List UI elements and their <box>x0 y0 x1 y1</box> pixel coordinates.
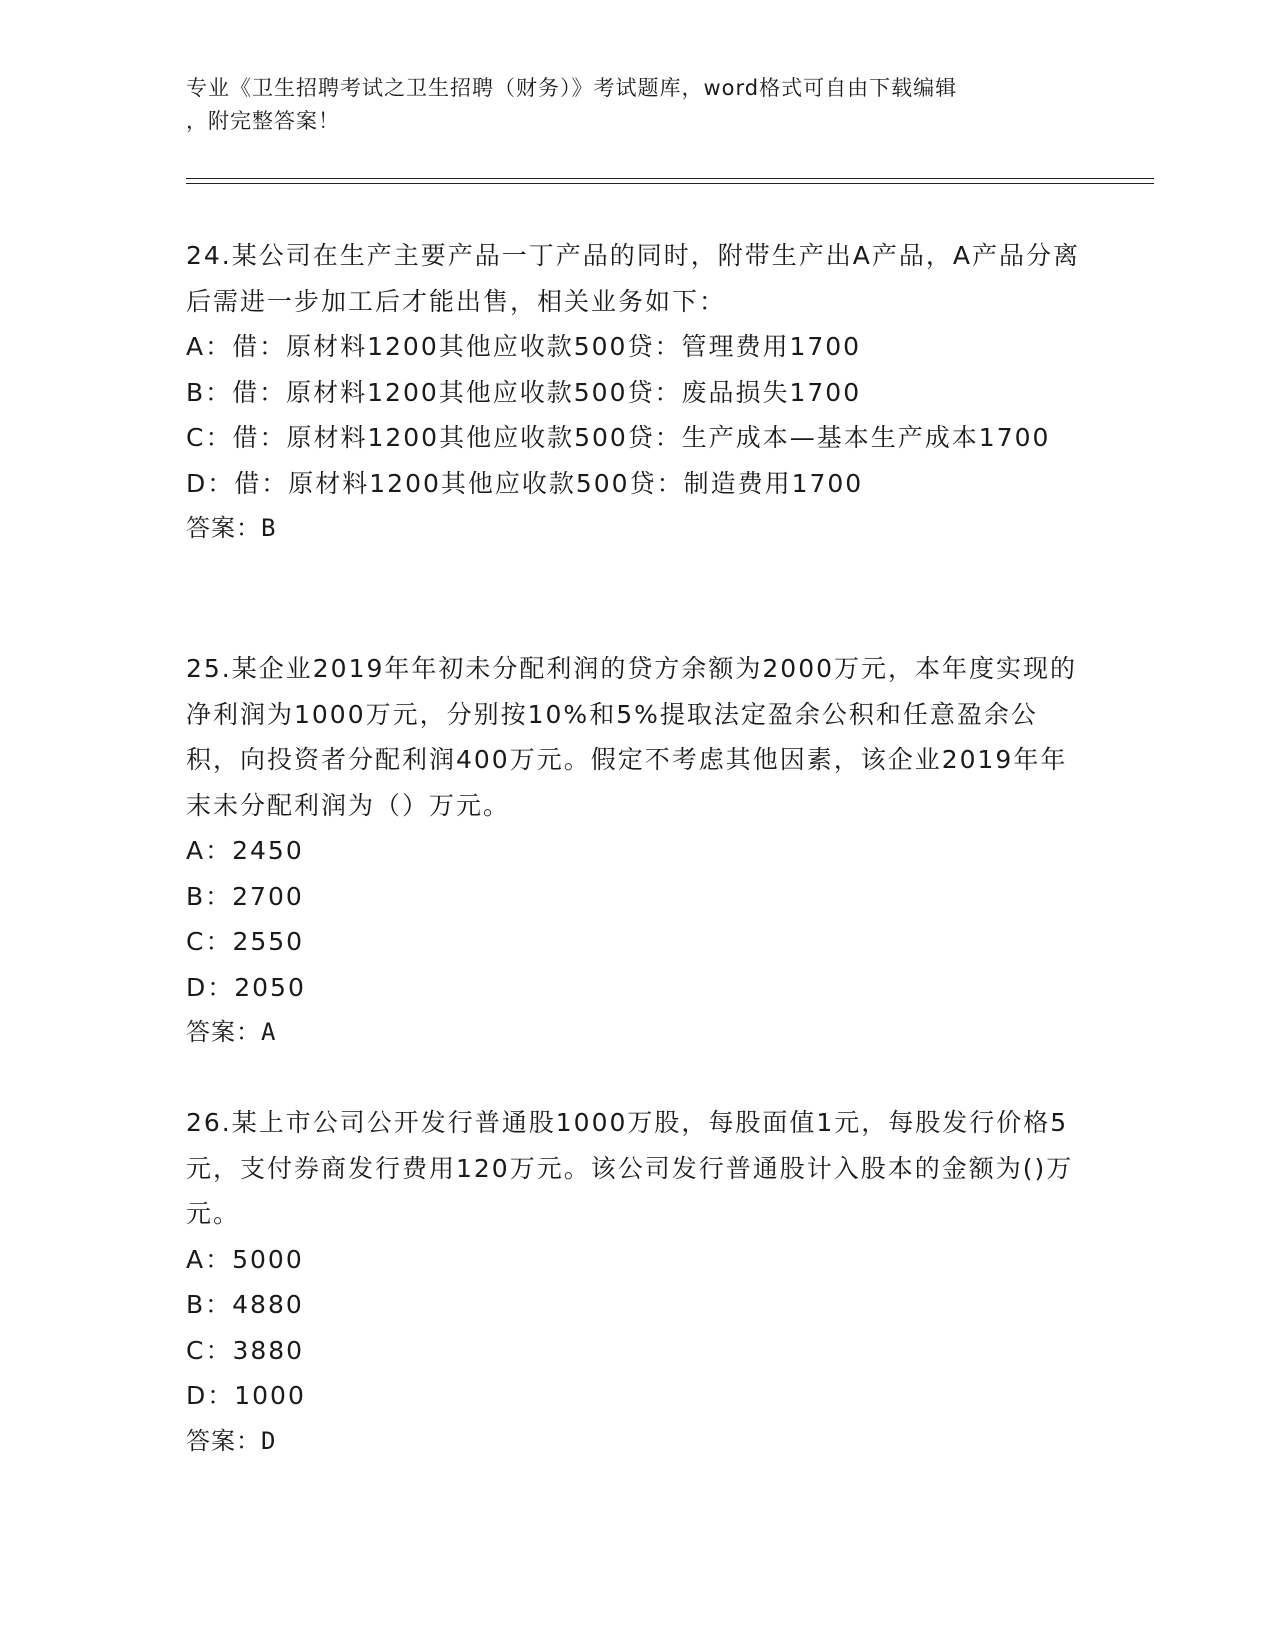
header-divider-top <box>186 178 1154 179</box>
question-stem: 26.某上市公司公开发行普通股1000万股，每股面值1元，每股发行价格5元，支付券商发行费用120万元。该公司发行普通股计入股本的金额为()万元。 <box>186 1108 1074 1228</box>
answer-label: 答案：D <box>186 1426 277 1455</box>
question-26 <box>186 1100 1086 1464</box>
option-a: A：借：原材料1200其他应收款500贷：管理费用1700 <box>186 332 862 361</box>
question-24 <box>186 233 1086 552</box>
option-d: D：2050 <box>186 972 306 1002</box>
option-b: B：借：原材料1200其他应收款500贷：废品损失1700 <box>186 377 862 407</box>
answer-label: 答案：B <box>186 514 277 542</box>
option-b: B：2700 <box>186 881 304 911</box>
question-stem: 25.某企业2019年年初未分配利润的贷方余额为2000万元，本年度实现的净利润为1000万元，分别按10%和5%提取法定盈余公积和任意盈余公积，向投资者分配利润400万元。假定不考虑其他因素，该企业2019年年末未分配利润为（）万元。 <box>186 654 1078 820</box>
header-line-1: 专业《卫生招聘考试之卫生招聘（财务）》考试题库，word格式可自由下载编辑 <box>186 76 958 100</box>
option-b: B：4880 <box>186 1290 304 1319</box>
option-c: C：3880 <box>186 1335 305 1365</box>
option-a: A：2450 <box>186 836 304 865</box>
option-d: D：借：原材料1200其他应收款500贷：制造费用1700 <box>186 468 864 498</box>
question-stem: 24.某公司在生产主要产品一丁产品的同时，附带生产出A产品，A产品分离后需进一步加工后才能出售，相关业务如下： <box>186 241 1080 316</box>
header-divider-bottom <box>186 183 1154 184</box>
answer-label: 答案：A <box>186 1018 277 1046</box>
option-a: A：5000 <box>186 1244 304 1274</box>
question-25 <box>186 646 1086 1056</box>
header-line-2: ，附完整答案！ <box>186 109 340 133</box>
option-c: C：2550 <box>186 927 305 956</box>
document-header <box>186 72 1066 138</box>
option-d: D：1000 <box>186 1381 306 1410</box>
option-c: C：借：原材料1200其他应收款500贷：生产成本—基本生产成本1700 <box>186 423 1051 452</box>
